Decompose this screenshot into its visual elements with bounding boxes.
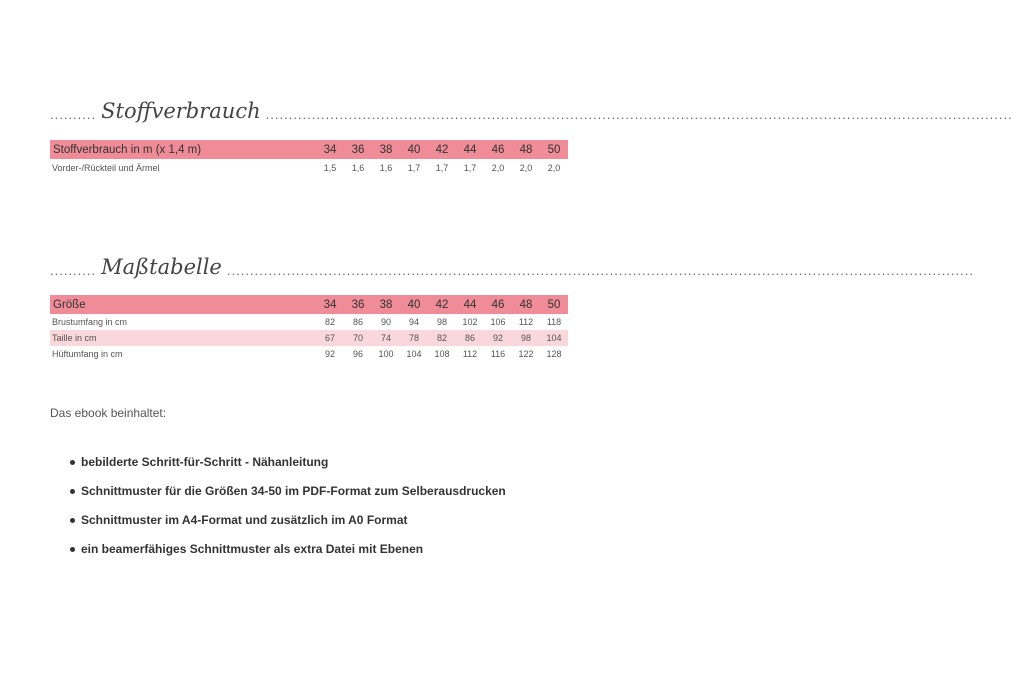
size-header-cell: 50 <box>540 140 568 159</box>
table-cell: 90 <box>380 317 391 327</box>
table-cell: 74 <box>372 330 400 346</box>
size-header-cell: 38 <box>372 295 400 314</box>
table-cell: 2,0 <box>519 163 533 173</box>
table-row <box>50 330 568 346</box>
table-cell: 92 <box>484 330 512 346</box>
table-cell: 102 <box>462 317 478 327</box>
table-cell: 128 <box>546 349 562 359</box>
size-header-label: Größe <box>50 295 316 314</box>
row-label: Taille in cm <box>50 330 316 346</box>
size-header-cell: 46 <box>484 140 512 159</box>
row-label: Brustumfang in cm <box>52 317 128 327</box>
table-cell: 104 <box>406 349 422 359</box>
table-cell: 82 <box>324 317 335 327</box>
table-cell: 96 <box>352 349 363 359</box>
size-header-cell: 50 <box>540 295 568 314</box>
list-item: Schnittmuster für die Größen 34-50 im PDF-Format zum Selberausdrucken <box>50 479 506 508</box>
table-cell: 112 <box>518 317 534 327</box>
table-row <box>50 314 568 330</box>
fabric-consumption-table <box>50 140 568 177</box>
list-item: ein beamerfähiges Schnittmuster als extra Datei mit Ebenen <box>50 537 506 566</box>
size-header-cell: 42 <box>428 140 456 159</box>
table-row <box>50 159 568 177</box>
size-header-cell: 44 <box>456 295 484 314</box>
size-header-cell: 34 <box>316 140 344 159</box>
table-cell: 67 <box>316 330 344 346</box>
table-cell: 2,0 <box>491 163 505 173</box>
table-cell: 1,6 <box>379 163 393 173</box>
table-cell: 82 <box>428 330 456 346</box>
table-cell: 1,6 <box>351 163 365 173</box>
size-header-cell: 38 <box>372 140 400 159</box>
size-section-title <box>50 250 974 280</box>
table-cell: 1,5 <box>323 163 337 173</box>
size-header-cell: 36 <box>344 295 372 314</box>
fabric-table-header <box>50 140 568 159</box>
fabric-section-title <box>50 94 1013 124</box>
table-cell: 108 <box>434 349 450 359</box>
size-table-header <box>50 295 568 314</box>
table-cell: 1,7 <box>463 163 477 173</box>
size-header-cell: 36 <box>344 140 372 159</box>
fabric-title-text: Stoffverbrauch <box>101 99 261 123</box>
fabric-header-label: Stoffverbrauch in m (x 1,4 m) <box>50 140 316 159</box>
table-cell: 98 <box>512 330 540 346</box>
table-cell: 112 <box>462 349 478 359</box>
size-header-cell: 48 <box>512 295 540 314</box>
table-cell: 98 <box>436 317 447 327</box>
table-cell: 104 <box>540 330 568 346</box>
table-cell: 122 <box>518 349 534 359</box>
list-item: bebilderte Schritt-für-Schritt - Nähanleitung <box>50 450 506 479</box>
table-cell: 118 <box>546 317 562 327</box>
title-dots-left: .......... <box>50 107 97 122</box>
size-header-cell: 42 <box>428 295 456 314</box>
table-cell: 78 <box>400 330 428 346</box>
ebook-intro-text: Das ebook beinhaltet: <box>50 406 167 420</box>
size-header-cell: 48 <box>512 140 540 159</box>
size-header-cell: 40 <box>400 295 428 314</box>
title-dots-right: .................................................................................................................................................................. <box>226 263 974 278</box>
table-cell: 86 <box>456 330 484 346</box>
size-header-cell: 44 <box>456 140 484 159</box>
size-title-text: Maßtabelle <box>101 255 222 279</box>
table-cell: 1,7 <box>435 163 449 173</box>
row-label: Hüftumfang in cm <box>52 349 123 359</box>
row-label: Vorder-/Rückteil und Ärmel <box>52 163 160 173</box>
table-cell: 2,0 <box>547 163 561 173</box>
table-cell: 106 <box>490 317 506 327</box>
table-cell: 70 <box>344 330 372 346</box>
table-cell: 1,7 <box>407 163 421 173</box>
feature-list <box>50 450 506 566</box>
table-cell: 116 <box>490 349 506 359</box>
table-row <box>50 346 568 362</box>
table-cell: 86 <box>352 317 363 327</box>
table-cell: 100 <box>378 349 394 359</box>
list-item: Schnittmuster im A4-Format und zusätzlich im A0 Format <box>50 508 506 537</box>
size-header-cell: 40 <box>400 140 428 159</box>
size-header-cell: 46 <box>484 295 512 314</box>
size-table <box>50 295 568 362</box>
table-cell: 94 <box>408 317 419 327</box>
table-cell: 92 <box>324 349 335 359</box>
size-header-cell: 34 <box>316 295 344 314</box>
title-dots-left: .......... <box>50 263 97 278</box>
title-dots-right: .................................................................................................................................................................. <box>265 107 1013 122</box>
